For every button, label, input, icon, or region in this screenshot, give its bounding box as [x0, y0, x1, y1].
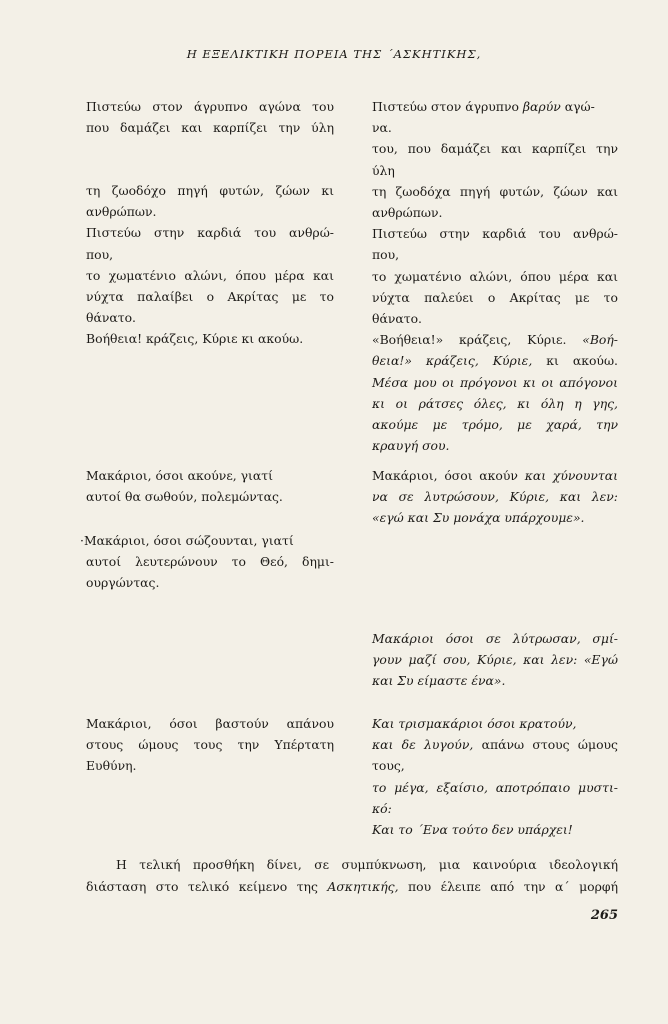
text-line: νύχτα παλαίβει ο Ακρίτας με το: [86, 289, 334, 305]
text-line: Μακάριοι, όσοι βαστούν απάνου: [86, 716, 334, 731]
text-line: θάνατο.: [372, 311, 422, 327]
text-line: ύλη: [372, 162, 395, 178]
text-run: Πιστεύω στον άγρυπνο: [372, 99, 523, 114]
italic-run: βαρύν: [522, 99, 561, 114]
text-line: Μακάριοι, όσοι ακούνε, γιατί: [86, 468, 273, 483]
italic-run: θεια!» κράζεις, Κύριε,: [372, 353, 533, 369]
text-line: Μέσα μου οι πρόγονοι κι οι απόγονοι: [372, 374, 618, 390]
text-line: [372, 329, 618, 350]
italic-run: Ασκητικής,: [327, 879, 399, 894]
text-line: τη ζωοδόχα πηγή φυτών, ζώων και: [372, 183, 618, 199]
left-stanza-5: [86, 713, 334, 777]
text-line: Ευθύνη.: [86, 758, 137, 774]
text-line: θάνατο.: [86, 310, 136, 326]
text-line: Η τελική προσθήκη δίνει, σε συμπύκνωση, μια καινούρια ιδεολογική: [116, 857, 618, 872]
text-line: κό:: [372, 800, 392, 816]
text-line: αυτοί λευτερώνουν το Θεό, δημι-: [86, 554, 334, 570]
text-line: Πιστεύω στον άγρυπνο αγώνα του: [86, 99, 334, 114]
text-line: [86, 876, 618, 898]
page-number: 265: [590, 908, 618, 923]
text-run: που έλειπε από την α΄ μορφή: [398, 879, 618, 894]
text-line: Πιστεύω στην καρδιά του ανθρώ-: [86, 225, 334, 241]
text-line: τους,: [372, 758, 405, 774]
text-line: και Συ είμαστε ένα».: [372, 673, 506, 689]
text-line: κραυγή σου.: [372, 438, 450, 454]
text-line: τη ζωοδόχο πηγή φυτών, ζώων κι: [86, 183, 334, 198]
text-line: Και το ΄Ενα τούτο δεν υπάρχει!: [372, 822, 573, 838]
text-line: Βοήθεια! κράζεις, Κύριε κι ακούω.: [86, 331, 304, 347]
running-header: Η ΕΞΕΛΙΚΤΙΚΗ ΠΟΡΕΙΑ ΤΗΣ ΄ΑΣΚΗΤΙΚΗΣ,: [186, 47, 482, 61]
text-line: στους ώμους τους την Υπέρτατη: [86, 737, 334, 753]
text-line: ανθρώπων.: [372, 205, 443, 221]
text-line: «εγώ και Συ μονάχα υπάρχουμε».: [372, 510, 585, 526]
text-line: να.: [372, 120, 392, 136]
left-stanza-2: [86, 180, 334, 350]
text-run: Μακάριοι, όσοι ακούν: [372, 468, 525, 483]
text-run: κι ακούω.: [532, 353, 618, 369]
text-line: του, που δαμάζει και καρπίζει την: [372, 141, 618, 157]
text-line: το χωματένιο αλώνι, όπου μέρα και: [86, 267, 334, 283]
body-paragraph: [86, 854, 618, 898]
text-line: που,: [372, 247, 400, 263]
text-line: γουν μαζί σου, Κύριε, και λεν: «Εγώ: [372, 652, 618, 668]
text-line: αυτοί θα σωθούν, πολεμώντας.: [86, 489, 283, 505]
text-line: ουργώντας.: [86, 575, 160, 591]
text-line: Μακάριοι όσοι σε λύτρωσαν, σμί-: [372, 631, 618, 646]
left-stanza-1: [86, 96, 334, 138]
text-line: Και τρισμακάριοι όσοι κρατούν,: [372, 716, 577, 731]
text-line: κι οι ράτσες όλες, κι όλη η γης,: [372, 395, 618, 411]
italic-run: και χύνουνται: [524, 468, 618, 483]
text-line: το μέγα, εξαίσιο, αποτρόπαιο μυστι-: [372, 779, 618, 795]
right-stanza-1: [372, 96, 618, 456]
text-line: που,: [86, 246, 114, 262]
left-stanza-4: [80, 530, 334, 594]
right-stanza-2: [372, 465, 618, 529]
text-line: ανθρώπων.: [86, 204, 157, 220]
right-stanza-3: [372, 628, 618, 692]
right-stanza-4: [372, 713, 618, 840]
text-run: απάνω στους ώμους: [481, 737, 618, 753]
text-line: ·Μακάριοι, όσοι σώζουνται, γιατί: [80, 533, 294, 548]
left-stanza-3: [86, 465, 334, 507]
text-run: αγώ-: [560, 99, 595, 114]
text-line: που δαμάζει και καρπίζει την ύλη: [86, 120, 334, 136]
text-line: νύχτα παλεύει ο Ακρίτας με το: [372, 289, 618, 305]
text-run: «Βοήθεια!» κράζεις, Κύριε.: [372, 332, 583, 348]
text-line: ακούμε με τρόμο, με χαρά, την: [372, 417, 618, 433]
text-line: [372, 465, 618, 486]
text-line: [372, 350, 618, 371]
text-line: να σε λυτρώσουν, Κύριε, και λεν:: [372, 489, 618, 505]
text-line: [372, 96, 618, 117]
italic-run: «Βοή-: [582, 332, 618, 348]
italic-run: και δε λυγούν,: [372, 737, 482, 753]
text-line: [372, 734, 618, 755]
text-line: Πιστεύω στην καρδιά του ανθρώ-: [372, 226, 618, 242]
text-run: διάσταση στο τελικό κείμενο της: [86, 879, 328, 894]
text-line: το χωματένιο αλώνι, όπου μέρα και: [372, 268, 618, 284]
